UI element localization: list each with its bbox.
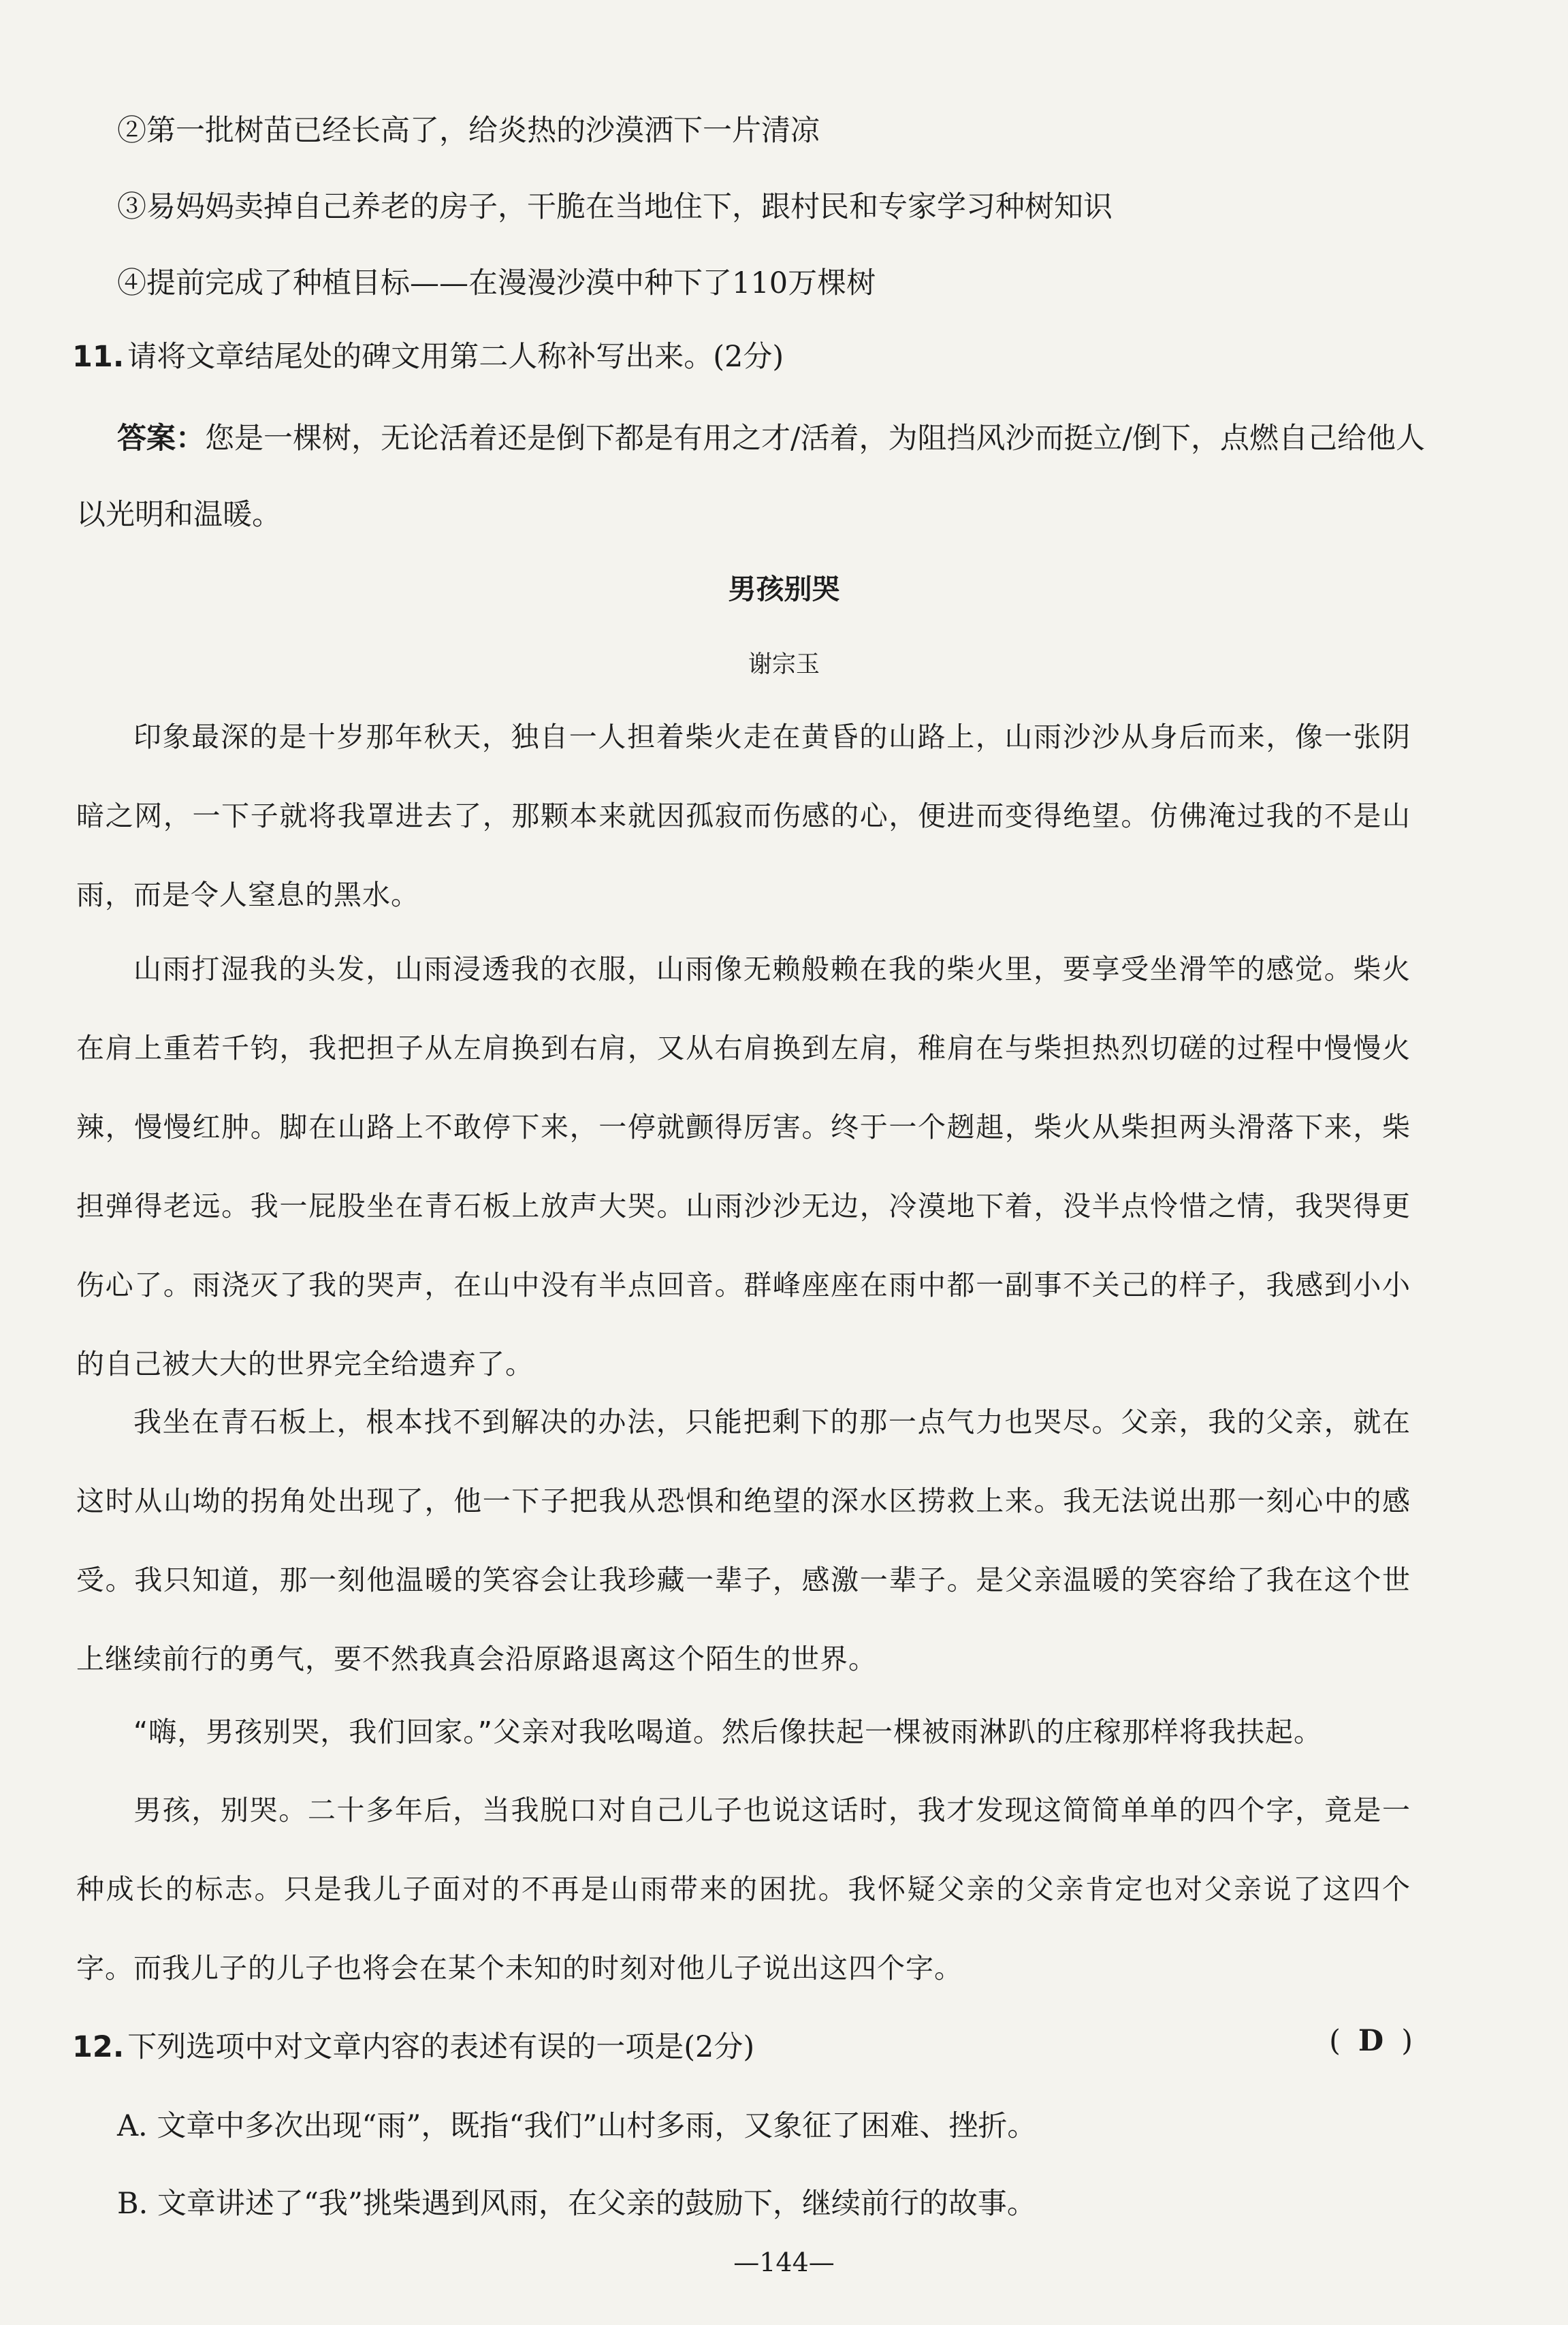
question-12-text: 下列选项中对文章内容的表述有误的一项是(2分) [127, 2030, 755, 2064]
q10-item-4: ④提前完成了种植目标——在漫漫沙漠中种下了110万棵树 [117, 266, 876, 300]
question-11-number: 11. [72, 340, 125, 374]
question-11-answer [117, 415, 1425, 457]
question-12-number: 12. [72, 2030, 125, 2064]
question-11 [72, 334, 784, 375]
answer-bracket [1329, 2024, 1413, 2058]
answer-label: 答案： [117, 422, 205, 456]
option-a: A. 文章中多次出现“雨”，既指“我们”山村多雨，又象征了困难、挫折。 [117, 2109, 1037, 2143]
bracket-open: ( [1329, 2024, 1341, 2058]
bracket-close: ) [1401, 2024, 1413, 2058]
q10-item-2: ②第一批树苗已经长高了，给炎热的沙漠洒下一片清凉 [117, 114, 820, 148]
article-paragraph-4: “嗨，男孩别哭，我们回家。”父亲对我吆喝道。然后像扶起一棵被雨淋趴的庄稼那样将我扶起。 [133, 1715, 1322, 1748]
article-paragraph-1: 印象最深的是十岁那年秋天，独自一人担着柴火走在黄昏的山路上，山雨沙沙从身后而来，像一张阴暗之网，一下子就将我罩进去了，那颗本来就因孤寂而伤感的心，便进而变得绝望。仿佛淹过我的不是山雨，而是令人窒息的黑水。 [76, 721, 1411, 911]
article-title: 男孩别哭 [728, 573, 840, 605]
article-author: 谢宗玉 [748, 651, 820, 678]
question-12 [72, 2024, 754, 2066]
answer-line-2: 以光明和温暖。 [76, 498, 281, 532]
q10-item-3: ③易妈妈卖掉自己养老的房子，干脆在当地住下，跟村民和专家学习种树知识 [117, 190, 1113, 224]
question-12-answer: D [1358, 2024, 1384, 2058]
question-11-text: 请将文章结尾处的碑文用第二人称补写出来。(2分) [127, 340, 784, 374]
article-paragraph-3: 我坐在青石板上，根本找不到解决的办法，只能把剩下的那一点气力也哭尽。父亲，我的父亲，就在这时从山坳的拐角处出现了，他一下子把我从恐惧和绝望的深水区捞救上来。我无法说出那一刻心中的感受。我只知道，那一刻他温暖的笑容会让我珍藏一辈子，感激一辈子。是父亲温暖的笑容给了我在这个世上继续前行的勇气，要不然我真会沿原路退离这个陌生的世界。 [76, 1406, 1411, 1675]
page-number: —144— [733, 2247, 835, 2277]
answer-line-1: 您是一棵树，无论活着还是倒下都是有用之才/活着，为阻挡风沙而挺立/倒下，点燃自己给他人 [205, 422, 1425, 456]
article-paragraph-2: 山雨打湿我的头发，山雨浸透我的衣服，山雨像无赖般赖在我的柴火里，要享受坐滑竿的感觉。柴火在肩上重若千钧，我把担子从左肩换到右肩，又从右肩换到左肩，稚肩在与柴担热烈切磋的过程中慢慢火辣，慢慢红肿。脚在山路上不敢停下来，一停就颤得厉害。终于一个趔趄，柴火从柴担两头滑落下来，柴担弹得老远。我一屁股坐在青石板上放声大哭。山雨沙沙无边，冷漠地下着，没半点怜惜之情，我哭得更伤心了。雨浇灭了我的哭声，在山中没有半点回音。群峰座座在雨中都一副事不关己的样子，我感到小小的自己被大大的世界完全给遗弃了。 [76, 953, 1411, 1380]
article-paragraph-5: 男孩，别哭。二十多年后，当我脱口对自己儿子也说这话时，我才发现这简简单单的四个字，竟是一种成长的标志。只是我儿子面对的不再是山雨带来的困扰。我怀疑父亲的父亲肯定也对父亲说了这四个字。而我儿子的儿子也将会在某个未知的时刻对他儿子说出这四个字。 [76, 1794, 1411, 1984]
option-b: B. 文章讲述了“我”挑柴遇到风雨，在父亲的鼓励下，继续前行的故事。 [117, 2187, 1036, 2221]
